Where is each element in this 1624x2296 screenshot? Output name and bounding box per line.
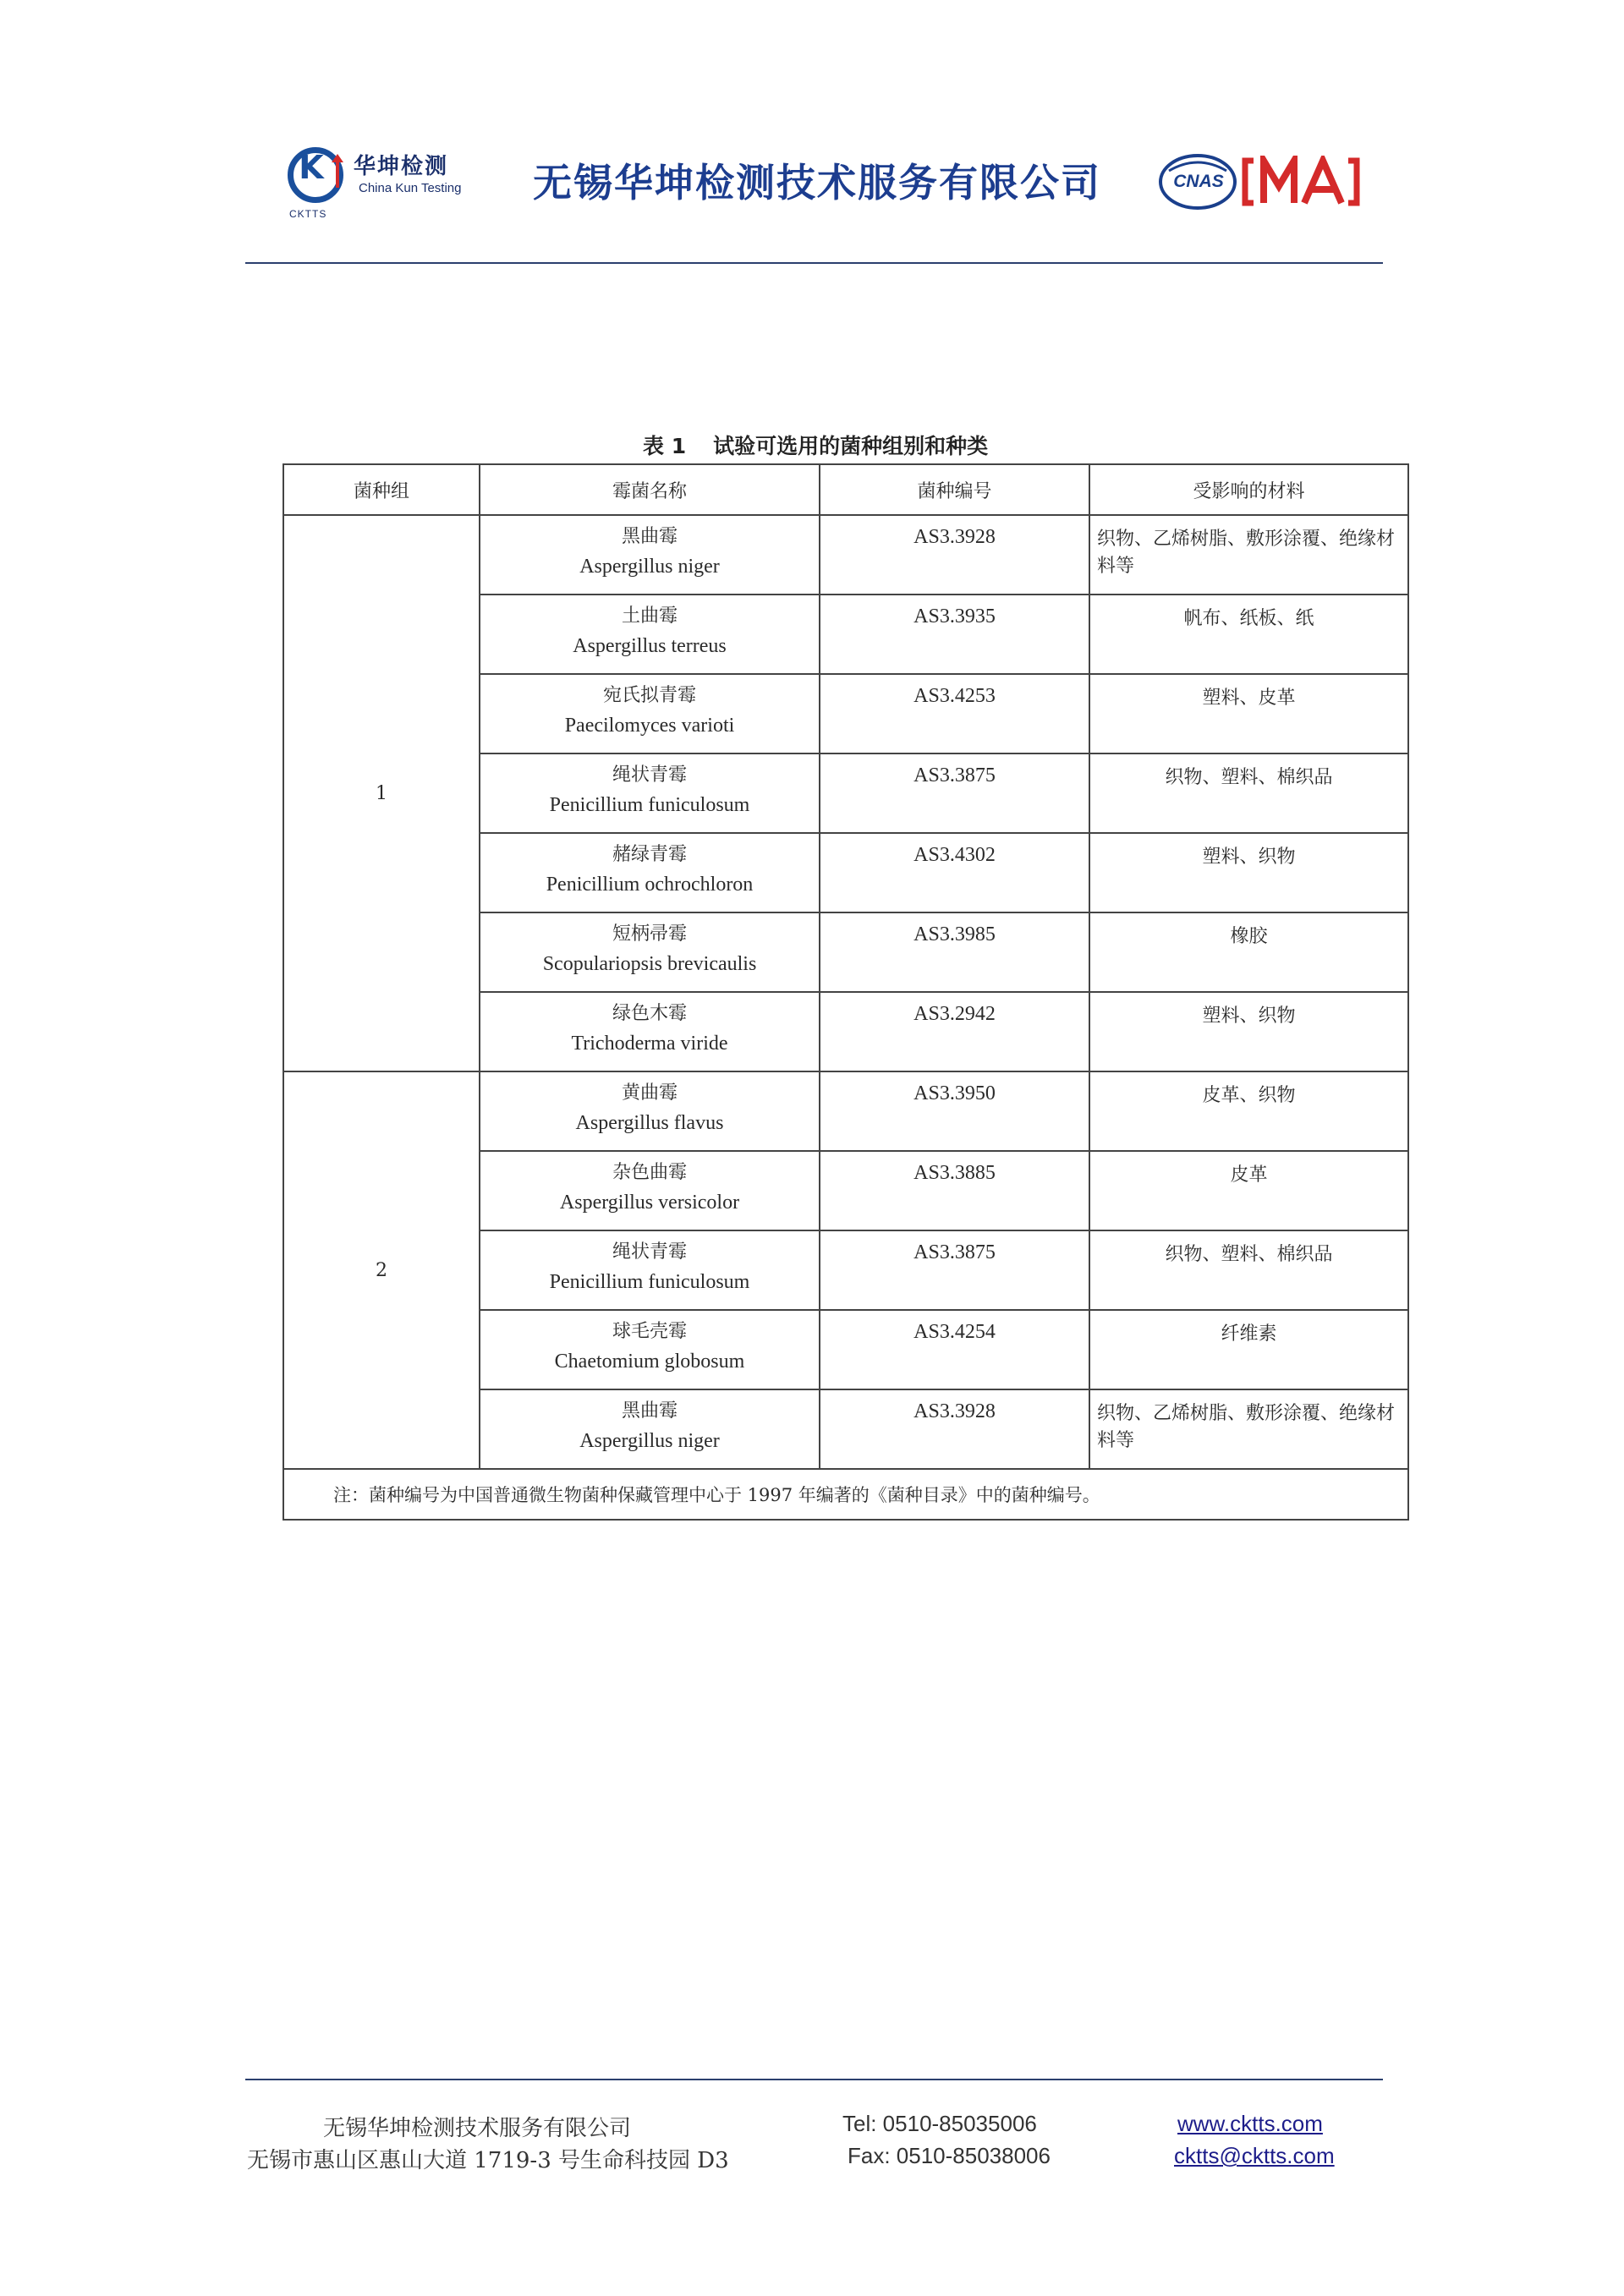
materials-text: 塑料、织物 — [1202, 1006, 1296, 1027]
strain-code: AS3.3985 — [914, 923, 996, 945]
header-strain-code: 菌种编号 — [820, 464, 1089, 515]
strain-code: AS3.2942 — [914, 1003, 996, 1025]
header-materials: 受影响的材料 — [1089, 464, 1408, 515]
table-caption — [643, 430, 988, 460]
strain-code-cell — [820, 595, 1089, 674]
fungus-name-cn: 绳状青霉 — [612, 1241, 687, 1263]
strain-code-cell — [820, 1230, 1089, 1310]
fungus-name-cell — [480, 912, 820, 992]
materials-cell — [1089, 1310, 1408, 1389]
materials-cell — [1089, 912, 1408, 992]
materials-cell — [1089, 1071, 1408, 1151]
group-cell-2: 2 — [283, 1071, 480, 1469]
footer-divider — [245, 2079, 1383, 2080]
company-logo — [288, 144, 491, 225]
fungus-name-latin: Aspergillus versicolor — [559, 1192, 740, 1214]
fungus-name-cn: 土曲霉 — [621, 606, 678, 627]
logo-abbreviation: CKTTS — [289, 208, 327, 220]
strain-code-cell — [820, 912, 1089, 992]
fungus-name-cn: 黄曲霉 — [621, 1082, 678, 1104]
fungus-name-latin: Penicillium ochrochloron — [546, 874, 754, 896]
strain-code: AS3.4302 — [914, 844, 996, 866]
header-fungus-name: 霉菌名称 — [480, 464, 820, 515]
logo-english-name: China Kun Testing — [359, 181, 462, 195]
fungus-name-cn: 黑曲霉 — [621, 1400, 678, 1422]
fungus-name-cell — [480, 1230, 820, 1310]
materials-text: 织物、乙烯树脂、敷形涂覆、绝缘材料等 — [1097, 529, 1396, 577]
table-header-row — [283, 464, 1408, 515]
strain-code: AS3.3935 — [914, 606, 996, 627]
cma-logo-icon — [1242, 156, 1360, 208]
fungus-name-cell — [480, 1389, 820, 1469]
strain-code-cell — [820, 1071, 1089, 1151]
fungus-name-cell — [480, 833, 820, 912]
footer-company-name: 无锡华坤检测技术服务有限公司 — [323, 2116, 632, 2141]
group-cell-1: 1 — [283, 515, 480, 1071]
materials-text: 塑料、织物 — [1202, 847, 1296, 868]
strain-code-cell — [820, 753, 1089, 833]
cnas-label: CNAS — [1173, 172, 1224, 191]
table-caption-title: 试验可选用的菌种组别和种类 — [713, 434, 989, 458]
fungus-name-latin: Scopulariopsis brevicaulis — [542, 953, 757, 975]
strain-code: AS3.3885 — [914, 1162, 996, 1184]
page-header — [245, 127, 1396, 237]
fungus-name-cell — [480, 1071, 820, 1151]
footer-website-link[interactable]: www.cktts.com — [1177, 2111, 1323, 2136]
strain-code: AS3.3928 — [914, 1400, 996, 1422]
strain-code: AS3.3928 — [914, 526, 996, 548]
strain-code-cell — [820, 992, 1089, 1071]
materials-text: 织物、塑料、棉织品 — [1165, 1244, 1333, 1265]
fungus-name-cn: 黑曲霉 — [621, 526, 678, 547]
fungus-name-cn: 绳状青霉 — [612, 764, 687, 786]
materials-text: 纤维素 — [1221, 1323, 1277, 1345]
logo-arrow-icon — [332, 154, 343, 188]
fungus-name-latin: Chaetomium globosum — [554, 1351, 745, 1373]
materials-cell — [1089, 833, 1408, 912]
strain-code: AS3.3875 — [914, 1241, 996, 1263]
strain-code-cell — [820, 1151, 1089, 1230]
certification-logos — [1157, 152, 1360, 211]
fungus-name-cell — [480, 674, 820, 753]
table-caption-number: 表 1 — [643, 434, 687, 458]
fungus-name-latin: Penicillium funiculosum — [549, 794, 750, 816]
materials-cell — [1089, 595, 1408, 674]
header-group: 菌种组 — [283, 464, 480, 515]
strain-code-cell — [820, 515, 1089, 595]
materials-text: 塑料、皮革 — [1202, 688, 1296, 709]
fungus-name-cell — [480, 992, 820, 1071]
fungus-name-cn: 球毛壳霉 — [612, 1321, 687, 1342]
fungus-name-cn: 短柄帚霉 — [612, 923, 687, 945]
materials-text: 帆布、纸板、纸 — [1183, 608, 1314, 629]
materials-text: 皮革 — [1230, 1164, 1268, 1186]
strain-code: AS3.4254 — [914, 1321, 996, 1343]
fungus-name-cn: 宛氏拟青霉 — [602, 685, 696, 706]
materials-text: 橡胶 — [1230, 926, 1268, 947]
materials-cell — [1089, 753, 1408, 833]
fungus-name-latin: Penicillium funiculosum — [549, 1271, 750, 1293]
footer-fax: Fax: 0510-85038006 — [848, 2143, 1051, 2168]
table-note: 注：菌种编号为中国普通微生物菌种保藏管理中心于 1997 年编著的《菌种目录》中的菌种编号。 — [283, 1469, 1408, 1520]
fungus-name-latin: Aspergillus niger — [579, 1430, 720, 1452]
materials-text: 织物、乙烯树脂、敷形涂覆、绝缘材料等 — [1097, 1403, 1396, 1451]
fungus-name-cell — [480, 1310, 820, 1389]
table-row — [283, 1071, 1408, 1151]
fungus-name-cn: 绿色木霉 — [612, 1003, 687, 1024]
footer-email-link[interactable]: cktts@cktts.com — [1174, 2143, 1335, 2168]
fungus-name-latin: Aspergillus flavus — [575, 1112, 724, 1134]
table-row — [283, 515, 1408, 595]
table-note-row — [283, 1469, 1408, 1520]
strain-code-cell — [820, 1310, 1089, 1389]
company-title: 无锡华坤检测技术服务有限公司 — [533, 160, 1101, 205]
fungi-table — [283, 463, 1409, 1521]
strain-code-cell — [820, 1389, 1089, 1469]
strain-code: AS3.3875 — [914, 764, 996, 786]
strain-code: AS3.3950 — [914, 1082, 996, 1104]
materials-cell — [1089, 674, 1408, 753]
fungus-name-cell — [480, 753, 820, 833]
fungus-name-latin: Paecilomyces varioti — [564, 715, 735, 737]
fungus-name-latin: Aspergillus niger — [579, 556, 720, 578]
strain-code-cell — [820, 833, 1089, 912]
materials-cell — [1089, 515, 1408, 595]
materials-cell — [1089, 1151, 1408, 1230]
materials-text: 织物、塑料、棉织品 — [1165, 767, 1333, 788]
strain-code: AS3.4253 — [914, 685, 996, 707]
logo-k-letter: K — [299, 149, 324, 186]
header-divider — [245, 262, 1383, 264]
materials-text: 皮革、织物 — [1202, 1085, 1296, 1106]
footer-address: 无锡市惠山区惠山大道 1719-3 号生命科技园 D3 — [247, 2148, 729, 2173]
materials-cell — [1089, 1389, 1408, 1469]
materials-cell — [1089, 992, 1408, 1071]
fungus-name-latin: Trichoderma viride — [571, 1033, 728, 1055]
fungus-name-cn: 赭绿青霉 — [612, 844, 687, 865]
strain-code-cell — [820, 674, 1089, 753]
footer-tel: Tel: 0510-85035006 — [842, 2111, 1037, 2136]
logo-chinese-name: 华坤检测 — [354, 154, 449, 179]
fungus-name-cell — [480, 515, 820, 595]
fungus-name-cell — [480, 1151, 820, 1230]
fungus-name-cell — [480, 595, 820, 674]
fungus-name-cn: 杂色曲霉 — [612, 1162, 687, 1183]
materials-cell — [1089, 1230, 1408, 1310]
fungus-name-latin: Aspergillus terreus — [573, 635, 727, 657]
